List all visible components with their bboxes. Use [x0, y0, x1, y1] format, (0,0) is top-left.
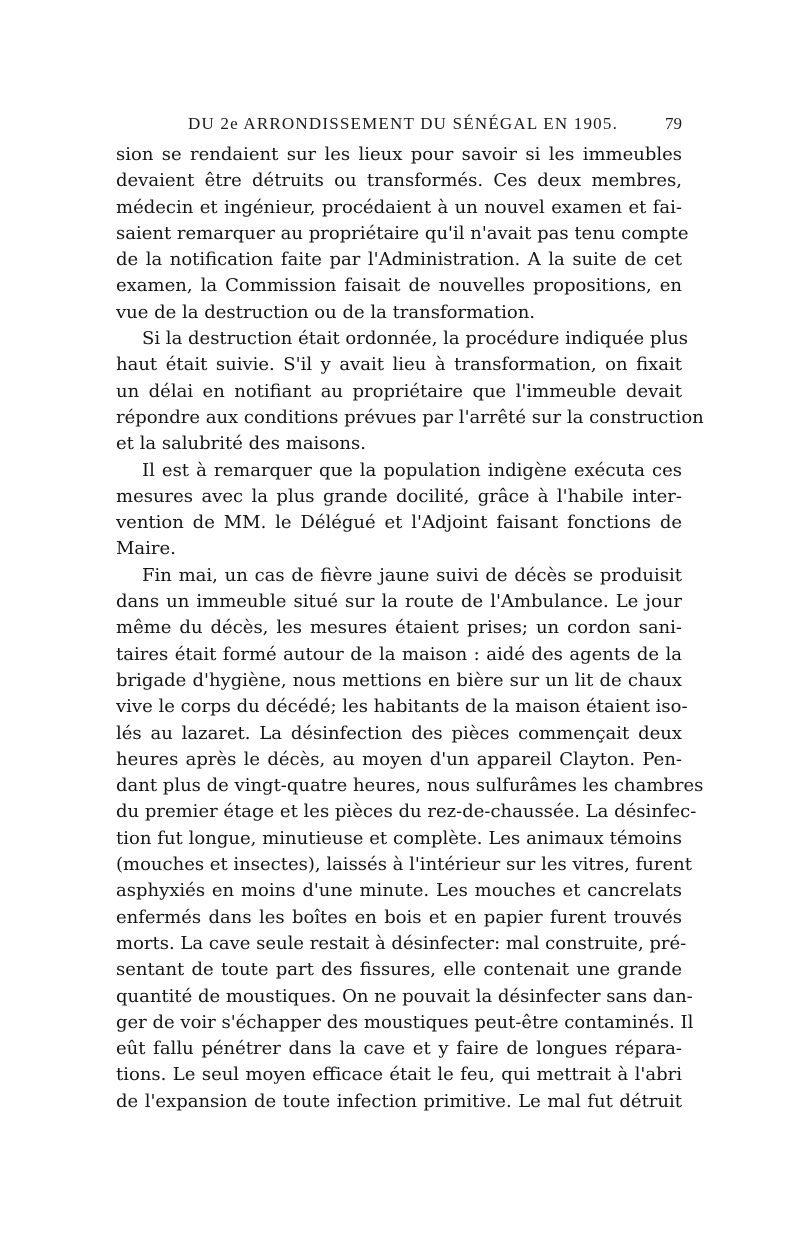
text-line: quantité de moustiques. On ne pouvait la désinfecter sans dan- [116, 985, 693, 1007]
text-line: haut était suivie. S'il y avait lieu à transformation, on fixait [116, 354, 682, 376]
text-line: sentant de toute part des fissures, elle contenait une grande [116, 959, 682, 981]
text-line: lés au lazaret. La désinfection des pièces commençait deux [116, 722, 682, 744]
text-line: ger de voir s'échapper des moustiques peut-être contaminés. Il [116, 1011, 694, 1033]
text-line: eût fallu pénétrer dans la cave et y faire de longues répara- [116, 1038, 682, 1060]
text-line: et la salubrité des maisons. [116, 433, 366, 455]
text-line: mesures avec la plus grande docilité, grâce à l'habile inter- [116, 485, 682, 507]
text-line: morts. La cave seule restait à désinfecter: mal construite, pré- [116, 932, 687, 954]
text-line: brigade d'hygiène, nous mettions en bière sur un lit de chaux [116, 669, 682, 691]
text-line: vention de MM. le Délégué et l'Adjoint faisant fonctions de [116, 512, 682, 534]
text-line: dans un immeuble situé sur la route de l'Ambulance. Le jour [116, 591, 682, 613]
text-line: du premier étage et les pièces du rez-de-chaussée. La désinfec- [116, 801, 697, 823]
text-line: asphyxiés en moins d'une minute. Les mouches et cancrelats [116, 880, 682, 902]
text-line: un délai en notifiant au propriétaire que l'immeuble devait [116, 380, 682, 402]
text-line: examen, la Commission faisait de nouvelles propositions, en [116, 275, 682, 297]
body-text [116, 142, 704, 1115]
text-line: tion fut longue, minutieuse et complète. Les animaux témoins [116, 827, 682, 849]
running-title: DU 2e ARRONDISSEMENT DU SÉNÉGAL EN 1905. [188, 114, 619, 133]
text-line: tions. Le seul moyen efficace était le feu, qui mettrait à l'abri [116, 1064, 682, 1086]
text-line: Fin mai, un cas de fièvre jaune suivi de décès se produisit [142, 564, 682, 586]
text-line: enfermés dans les boîtes en bois et en papier furent trouvés [116, 906, 682, 928]
text-line: saient remarquer au propriétaire qu'il n'avait pas tenu compte [116, 222, 689, 244]
text-line: Maire. [116, 538, 176, 560]
text-line: taires était formé autour de la maison : aidé des agents de la [116, 643, 682, 665]
text-line: sion se rendaient sur les lieux pour savoir si les immeubles [116, 144, 682, 165]
text-line: même du décès, les mesures étaient prises; un cordon sani- [116, 617, 682, 639]
text-line: vive le corps du décédé; les habitants de la maison étaient iso- [116, 696, 688, 718]
text-line: répondre aux conditions prévues par l'arrêté sur la construction [116, 406, 704, 428]
text-line: devaient être détruits ou transformés. Ces deux membres, [116, 170, 682, 192]
text-line: Il est à remarquer que la population indigène exécuta ces [142, 459, 682, 481]
text-line: heures après le décès, au moyen d'un appareil Clayton. Pen- [116, 748, 682, 770]
text-line: de l'expansion de toute infection primitive. Le mal fut détruit [116, 1090, 682, 1112]
text-line: dant plus de vingt-quatre heures, nous sulfurâmes les chambres [116, 775, 704, 797]
text-line: Si la destruction était ordonnée, la procédure indiquée plus [142, 328, 689, 350]
running-head [116, 114, 682, 138]
text-line: vue de la destruction ou de la transformation. [116, 301, 536, 323]
text-line: de la notification faite par l'Administration. A la suite de cet [116, 249, 682, 271]
text-line: (mouches et insectes), laissés à l'intérieur sur les vitres, furent [116, 854, 692, 876]
text-line: médecin et ingénieur, procédaient à un nouvel examen et fai- [116, 196, 682, 218]
page-number: 79 [665, 114, 682, 133]
